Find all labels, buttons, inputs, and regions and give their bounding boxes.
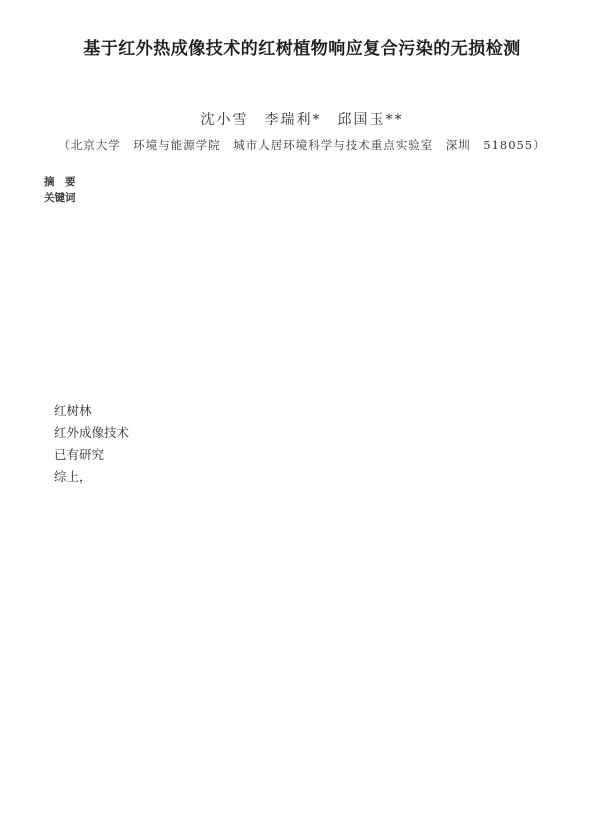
body-paragraph-opening: 红树林 [54, 403, 92, 418]
paper-title: 基于红外热成像技术的红树植物响应复合污染的无损检测 [83, 39, 521, 59]
body-paragraph-opening: 红外成像技术 [54, 425, 130, 440]
body-paragraph-opening: 已有研究 [54, 447, 105, 462]
keywords-label: 关键词 [44, 191, 76, 204]
body-paragraph-3 [30, 444, 574, 466]
body-paragraph-1 [30, 400, 574, 422]
paper-affiliation: （北京大学 环境与能源学院 城市人居环境科学与技术重点实验室 深圳 518055） [58, 138, 546, 152]
body-paragraph-2 [30, 422, 574, 444]
abstract-block [30, 175, 574, 380]
body-text [30, 400, 574, 488]
body-paragraph-4 [30, 466, 574, 488]
body-paragraph-opening: 综上， [54, 469, 92, 484]
keywords-line [44, 191, 562, 207]
abstract-label: 摘 要 [44, 176, 76, 188]
paper-authors: 沈小雪 李瑞利* 邱国玉** [200, 112, 404, 128]
